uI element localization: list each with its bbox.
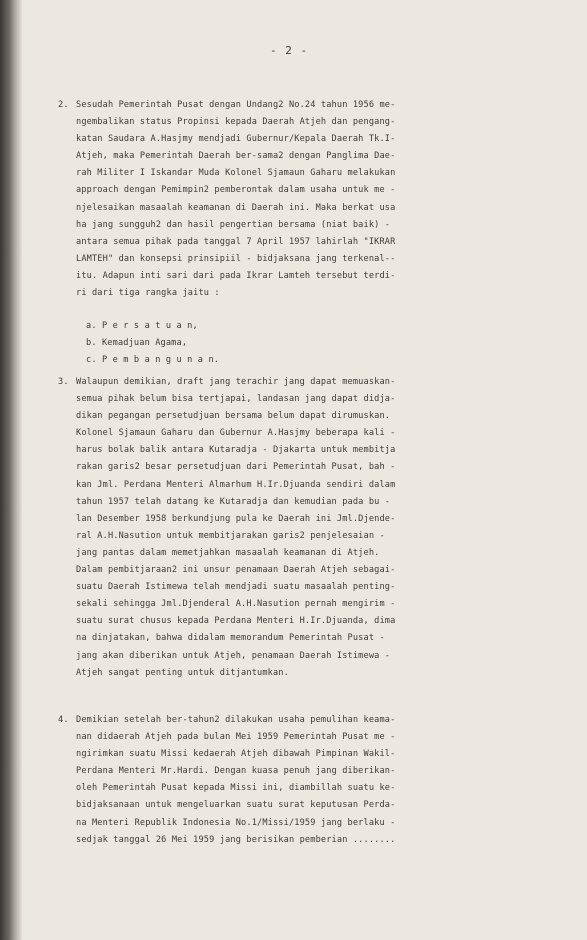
sub-item-kemadjuan-agama: b. Kemadjuan Agama, [86, 338, 188, 349]
text-line: tahun 1957 telah datang ke Kutaradja dan kemudian pada bu - [76, 496, 391, 507]
text-line: ngirimkan suatu Missi kedaerah Atjeh dibawah Pimpinan Wakil- [76, 749, 396, 760]
text-line: suatu Daerah Istimewa telah mendjadi suatu masaalah penting- [76, 582, 396, 593]
item-number: 4. [58, 715, 69, 725]
text-line: oleh Pemerintah Pusat kepada Missi ini, diambillah suatu ke- [76, 783, 396, 794]
text-line: ngembalikan status Propinsi kepada Daerah Atjeh dan pengang- [76, 117, 396, 128]
paragraph-item-2 [58, 97, 566, 302]
text-line: sedjak tanggal 26 Mei 1959 jang berisikan pemberian ........ [76, 834, 396, 845]
text-line: harus bolak balik antara Kutaradja - Djakarta untuk membitja [76, 445, 396, 456]
text-line: Demikian setelah ber-tahun2 dilakukan usaha pemulihan keama- [76, 715, 396, 725]
text-line: LAMTEH" dan konsepsi prinsipiil - bidjaksana jang terkenal-- [76, 253, 396, 264]
text-line: njelesaikan masaalah keamanan di Daerah ini. Maka berkat usa [76, 202, 396, 213]
document-page [22, 0, 587, 940]
text-line: Walaupun demikian, draft jang terachir jang dapat memuaskan- [76, 377, 396, 387]
text-line: ri dari tiga rangka jaitu : [76, 288, 220, 299]
sub-item-pembangunan: c. P e m b a n g u n a n. [86, 355, 220, 366]
text-line: lan Desember 1958 berkundjung pula ke Daerah ini Jml.Djende- [76, 513, 396, 524]
text-line: na Menteri Republik Indonesia No.1/Missi/1959 jang berlaku - [76, 817, 396, 828]
text-line: semua pihak belum bisa tertjapai, landasan jang dapat didja- [76, 394, 396, 405]
text-line: antara semua pihak pada tanggal 7 April 1957 lahirlah "IKRAR [76, 236, 396, 247]
text-line: Atjeh, maka Pemerintah Daerah ber-sama2 dengan Panglima Dae- [76, 151, 396, 162]
text-line: Sesudah Pemerintah Pusat dengan Undang2 No.24 tahun 1956 me- [76, 100, 396, 110]
text-line: ha jang sungguh2 dan hasil pengertian bersama (niat baik) - [76, 219, 391, 230]
text-line: nan didaerah Atjeh pada bulan Mei 1959 Pemerintah Pusat me - [76, 732, 396, 743]
text-line: suatu surat chusus kepada Perdana Menteri H.Ir.Djuanda, dima [76, 616, 396, 627]
text-line: sekali sehingga Jml.Djenderal A.H.Nasution pernah mengirim - [76, 599, 396, 610]
text-line: itu. Adapun inti sari dari pada Ikrar Lamteh tersebut terdi- [76, 270, 396, 281]
text-line: katan Saudara A.Hasjmy mendjadi Gubernur/Kepala Daerah Tk.I- [76, 134, 396, 145]
sub-list [76, 318, 566, 369]
text-line: dikan pegangan persetudjuan bersama belum dapat dirumuskan. [76, 411, 391, 422]
text-line: jang pantas dalam memetjahkan masaalah keamanan di Atjeh. [76, 547, 380, 558]
page-number: - 2 - [270, 44, 309, 57]
text-line: Perdana Menteri Mr.Hardi. Dengan kuasa penuh jang diberikan- [76, 766, 396, 777]
text-line: ral A.H.Nasution untuk membitjarakan garis2 penjelesaian - [76, 530, 385, 541]
text-line: approach dengan Pemimpin2 pemberontak dalam usaha untuk me - [76, 185, 396, 196]
book-binding-shadow [0, 0, 22, 940]
text-line: Dalam pembitjaraan2 ini unsur penamaan Daerah Atjeh sebagai- [76, 565, 396, 576]
sub-item-persatuan: a. P e r s a t u a n, [86, 321, 198, 331]
paragraph-item-3 [58, 374, 566, 682]
text-line: kan Jml. Perdana Menteri Almarhum H.Ir.Djuanda sendiri dalam [76, 479, 396, 490]
text-line: Kolonel Sjamaun Gaharu dan Gubernur A.Hasjmy beberapa kali - [76, 428, 396, 439]
text-line: Atjeh sangat penting untuk ditjantumkan. [76, 667, 289, 678]
text-line: jang akan diberikan untuk Atjeh, penamaan Daerah Istimewa - [76, 650, 391, 661]
text-line: rah Militer I Iskandar Muda Kolonel Sjamaun Gaharu melakukan [76, 168, 396, 179]
text-line: rakan garis2 besar persetudjuan dari Pemerintah Pusat, bah - [76, 462, 396, 473]
paragraph-item-4 [58, 712, 566, 849]
item-number: 3. [58, 377, 69, 387]
item-number: 2. [58, 100, 69, 110]
text-line: bidjaksanaan untuk mengeluarkan suatu surat keputusan Perda- [76, 800, 396, 811]
text-line: na dinjatakan, bahwa didalam memorandum Pemerintah Pusat - [76, 633, 385, 644]
